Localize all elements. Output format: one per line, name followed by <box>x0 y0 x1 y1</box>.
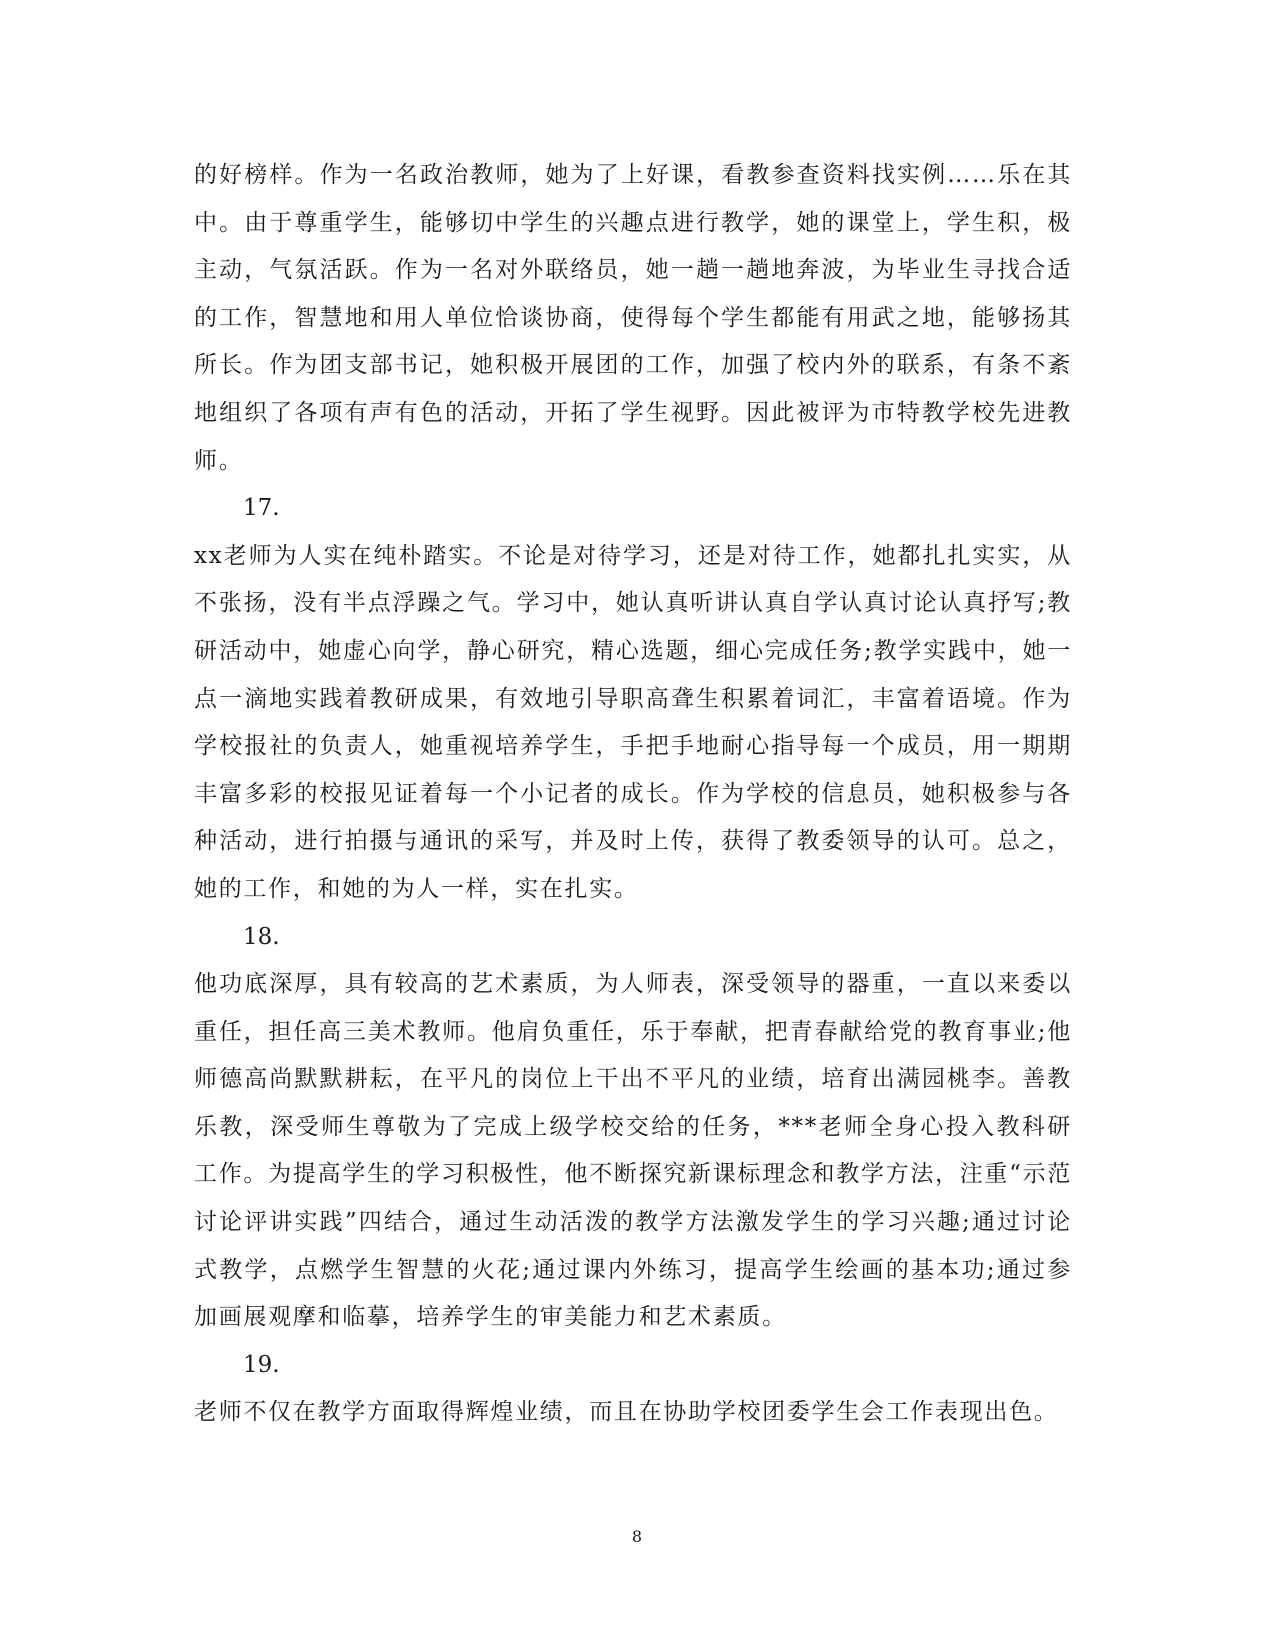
item-number-17: 17. <box>243 495 280 522</box>
item-number-18: 18. <box>243 923 280 950</box>
paragraph-17: xx老师为人实在纯朴踏实。不论是对待学习，还是对待工作，她都扎扎实实，从不张扬，没有半点浮躁之气。学习中，她认真听讲认真自学认真讨论认真抒写;教研活动中，她虚心向学，静心研究，精心选题，细心完成任务;教学实践中，她一点一滴地实践着教研成果，有效地引导职高聋生积累着词汇，丰富着语境。作为学校报社的负责人，她重视培养学生，手把手地耐心指导每一个成员，用一期期丰富多彩的校报见证着每一个小记者的成长。作为学校的信息员，她积极参与各种活动，进行拍摄与通讯的采写，并及时上传，获得了教委领导的认可。总之，她的工作，和她的为人一样，实在扎实。 <box>194 542 1072 902</box>
paragraph-continued: 的好榜样。作为一名政治教师，她为了上好课，看教参查资料找实例……乐在其中。由于尊重学生，能够切中学生的兴趣点进行教学，她的课堂上，学生积，极主动，气氛活跃。作为一名对外联络员，她一趟一趟地奔波，为毕业生寻找合适的工作，智慧地和用人单位恰谈协商，使得每个学生都能有用武之地，能够扬其所长。作为团支部书记，她积极开展团的工作，加强了校内外的联系，有条不紊地组织了各项有声有色的活动，开拓了学生视野。因此被评为市特教学校先进教师。 <box>194 162 1072 474</box>
page-number: 8 <box>631 1527 643 1546</box>
item-number-19: 19. <box>243 1351 280 1378</box>
paragraph-18: 他功底深厚，具有较高的艺术素质，为人师表，深受领导的器重，一直以来委以重任，担任高三美术教师。他肩负重任，乐于奉献，把青春献给党的教育事业;他师德高尚默默耕耘，在平凡的岗位上干出不平凡的业绩，培育出满园桃李。善教乐教，深受师生尊敬为了完成上级学校交给的任务，***老师全身心投入教科研工作。为提高学生的学习积极性，他不断探究新课标理念和教学方法，注重“示范讨论评讲实践”四结合，通过生动活泼的教学方法激发学生的学习兴趣;通过讨论式教学，点燃学生智慧的火花;通过课内外练习，提高学生绘画的基本功;通过参加画展观摩和临摹，培养学生的审美能力和艺术素质。 <box>194 971 1072 1331</box>
document-body <box>194 152 1072 1437</box>
paragraph-19: 老师不仅在教学方面取得辉煌业绩，而且在协助学校团委学生会工作表现出色。 <box>194 1399 1059 1426</box>
